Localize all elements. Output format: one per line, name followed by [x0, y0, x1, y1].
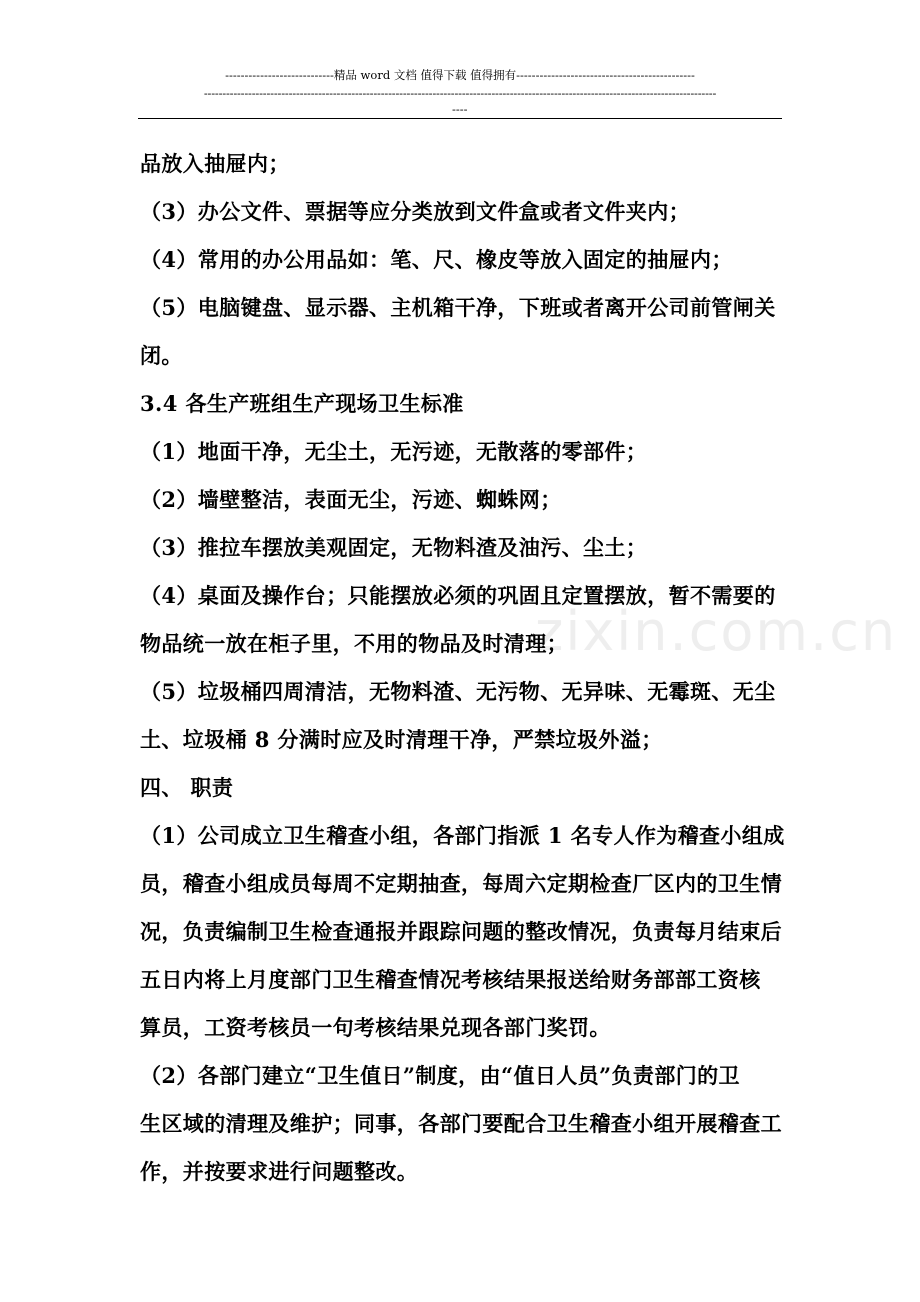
body-line: 生区域的清理及维护；同事，各部门要配合卫生稽查小组开展稽查工: [140, 1111, 782, 1136]
section-heading: 3.4 各生产班组生产现场卫生标准: [140, 391, 464, 416]
body-line: （2）墙壁整洁，表面无尘，污迹、蜘蛛网；: [140, 487, 562, 512]
body-line: （4）常用的办公用品如：笔、尺、橡皮等放入固定的抽屉内；: [140, 247, 733, 272]
body-line: （3）推拉车摆放美观固定，无物料渣及油污、尘土；: [140, 535, 648, 560]
header-banner: ----------------------------精品 word 文档 值得下载 值得拥有----------------------------------------------: [225, 68, 695, 82]
body-line: （3）办公文件、票据等应分类放到文件盒或者文件夹内；: [140, 199, 691, 224]
body-line: 员，稽查小组成员每周不定期抽查，每周六定期检查厂区内的卫生情: [140, 871, 782, 896]
watermark: zixin.com.cn: [535, 600, 898, 663]
body-line: 土、垃圾桶 8 分满时应及时清理干净，严禁垃圾外溢；: [140, 727, 663, 752]
body-line: 五日内将上月度部门卫生稽查情况考核结果报送给财务部部工资核: [140, 967, 761, 992]
body-line: 品放入抽屉内；: [140, 151, 290, 176]
header-dash-line: -------------------------------------------------------------------------------------------------------------------------------------------: [203, 86, 717, 100]
body-line: （2）各部门建立“卫生值日”制度，由“值日人员”负责部门的卫: [140, 1063, 740, 1088]
body-line: （4）桌面及操作台；只能摆放必须的巩固且定置摆放，暂不需要的: [140, 583, 776, 608]
section-heading: 四、 职责: [140, 775, 234, 800]
body-line: 闭。: [140, 343, 183, 368]
document-body: [140, 140, 784, 1196]
body-line: 况，负责编制卫生检查通报并跟踪问题的整改情况，负责每月结束后: [140, 919, 782, 944]
body-line: （5）电脑键盘、显示器、主机箱干净，下班或者离开公司前管闸关: [140, 295, 776, 320]
body-line: （1）地面干净，无尘土，无污迹，无散落的零部件；: [140, 439, 648, 464]
body-line: 物品统一放在柜子里，不用的物品及时清理；: [140, 631, 568, 656]
body-line: 作，并按要求进行问题整改。: [140, 1159, 419, 1184]
header-dash-tail: ----: [452, 102, 468, 116]
body-line: （1）公司成立卫生稽查小组，各部门指派 1 名专人作为稽查小组成: [140, 823, 785, 848]
header-rule: [138, 118, 782, 119]
body-line: （5）垃圾桶四周清洁，无物料渣、无污物、无异味、无霉斑、无尘: [140, 679, 776, 704]
body-line: 算员，工资考核员一句考核结果兑现各部门奖罚。: [140, 1015, 611, 1040]
